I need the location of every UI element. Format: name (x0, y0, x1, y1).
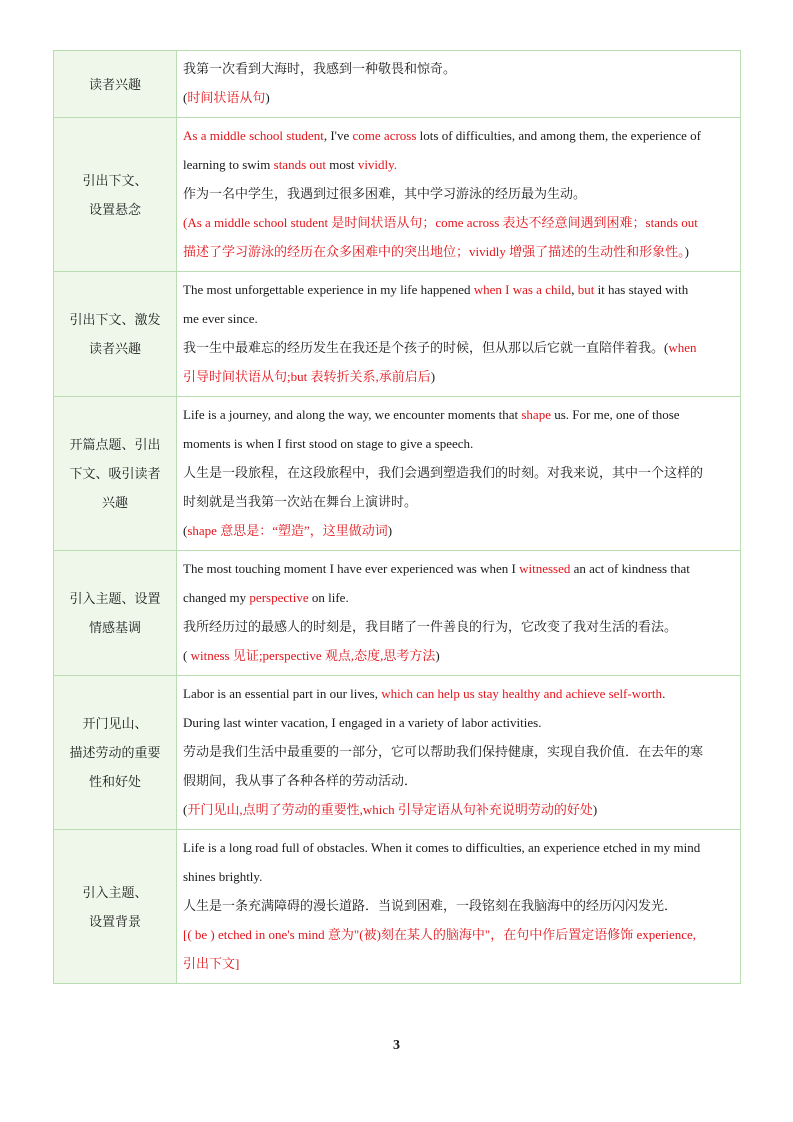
highlighted-text: come across (352, 128, 417, 143)
content-line (183, 83, 734, 112)
row-label-cell (54, 272, 177, 397)
highlighted-text: 引出下文] (183, 956, 240, 971)
row-label-line: 描述劳动的重要 (69, 745, 161, 760)
content-line (183, 400, 734, 429)
body-text: 我一生中最难忘的经历发生在我还是个孩子的时候，但从那以后它就一直陪伴着我。( (183, 340, 669, 355)
row-label-line: 性和好处 (88, 774, 141, 789)
row-label-cell (54, 551, 177, 676)
content-line (183, 679, 734, 708)
body-text: 人生是一段旅程，在这段旅程中，我们会遇到塑造我们的时刻。对我来说，其中一个这样的 (183, 465, 704, 480)
content-line (183, 920, 734, 949)
body-text: ) (265, 90, 270, 105)
row-label-cell (54, 676, 177, 830)
highlighted-text: 引导时间状语从句;but 表转折关系,承前启后 (183, 369, 431, 384)
content-line (183, 237, 734, 266)
page-number: 3 (393, 1038, 400, 1053)
highlighted-text: 时间状语从句 (187, 90, 266, 105)
row-label-cell (54, 118, 177, 272)
table-row (54, 676, 741, 830)
content-line (183, 275, 734, 304)
content-line (183, 949, 734, 978)
table-row (54, 272, 741, 397)
body-text: 我第一次看到大海时，我感到一种敬畏和惊奇。 (183, 61, 457, 76)
highlighted-text: shape (521, 407, 551, 422)
content-line (183, 891, 734, 920)
row-content-cell (177, 51, 741, 118)
body-text: Labor is an essential part in our lives, (183, 686, 382, 701)
content-line (183, 429, 734, 458)
row-label-line: 设置背景 (88, 913, 141, 929)
body-text: 时刻就是当我第一次站在舞台上演讲时。 (183, 494, 418, 509)
body-text: ( (183, 648, 191, 663)
highlighted-text: 开门见山,点明了劳动的重要性,which 引导定语从句补充说明劳动的好处 (187, 802, 593, 817)
body-text: Life is a journey, and along the way, we encounter moments that (183, 407, 522, 422)
body-text: us. For me, one of those (550, 407, 680, 422)
table-row (54, 830, 741, 984)
body-text: on life. (308, 590, 349, 605)
body-text: , (571, 282, 578, 297)
highlighted-text: shape 意思是：“塑造”，这里做动词 (187, 523, 388, 538)
body-text: ) (435, 648, 440, 663)
highlighted-text: vividly. (357, 157, 398, 172)
body-text: shines brightly. (183, 869, 263, 884)
highlighted-text: stands out (273, 157, 327, 172)
body-text: changed my (183, 590, 250, 605)
row-label-line: 开篇点题、引出 (69, 437, 161, 452)
table-row (54, 51, 741, 118)
row-label-line: 情感基调 (88, 620, 141, 635)
body-text: 作为一名中学生，我遇到过很多困难，其中学习游泳的经历最为生动。 (183, 186, 587, 201)
row-content-cell (177, 397, 741, 551)
row-label-line: 引入主题、设置 (69, 591, 161, 606)
content-line (183, 554, 734, 583)
row-content-cell (177, 272, 741, 397)
row-label-line: 读者兴趣 (88, 341, 141, 356)
body-text: most (326, 157, 358, 172)
body-text: me ever since. (183, 311, 258, 326)
row-content-cell (177, 551, 741, 676)
content-line (183, 516, 734, 545)
table-row (54, 118, 741, 272)
content-line (183, 304, 734, 333)
row-label-line: 读者兴趣 (88, 76, 141, 92)
body-text: , I've (323, 128, 353, 143)
highlighted-text: when I was a child (473, 282, 572, 297)
content-line (183, 179, 734, 208)
content-line (183, 333, 734, 362)
body-text: Life is a long road full of obstacles. When it comes to difficulties, an experience etched in my mind (183, 840, 701, 855)
body-text: ) (592, 802, 598, 817)
body-text: ) (684, 244, 689, 259)
body-text: moments is when I first stood on stage to give a speech. (183, 436, 474, 451)
content-line (183, 737, 734, 766)
row-content-cell (177, 676, 741, 830)
row-label-line: 设置悬念 (88, 201, 141, 217)
content-line (183, 54, 734, 83)
highlighted-text: perspective (249, 590, 309, 605)
row-label-line: 下文、吸引读者 (69, 466, 161, 481)
content-line (183, 833, 734, 862)
body-text: During last winter vacation, I engaged in a variety of labor activities. (183, 715, 542, 730)
body-text: The most touching moment I have ever experienced was when I (183, 561, 520, 576)
highlighted-text: witnessed (519, 561, 571, 576)
highlighted-text: As a middle school student (183, 128, 324, 143)
body-text: ) (430, 369, 436, 384)
body-text: it has stayed with (594, 282, 689, 297)
body-text: ( (183, 523, 188, 538)
highlighted-text: but (577, 282, 595, 297)
content-line (183, 612, 734, 641)
content-line (183, 766, 734, 795)
content-line (183, 121, 734, 150)
row-label-cell (54, 51, 177, 118)
highlighted-text: (As a middle school student 是时间状语从句；come across 表达不经意间遇到困难；stands out (183, 215, 698, 230)
table-row (54, 551, 741, 676)
content-line (183, 708, 734, 737)
content-line (183, 795, 734, 824)
row-label-line: 引出下文、 (82, 172, 148, 188)
row-label-cell (54, 830, 177, 984)
phrase-table (53, 50, 741, 984)
body-text: 假期间，我从事了各种各样的劳动活动． (183, 773, 418, 788)
body-text: 劳动是我们生活中最重要的一部分，它可以帮助我们保持健康，实现自我价值．在去年的寒 (183, 744, 704, 759)
body-text: 人生是一条充满障碍的漫长道路．当说到困难，一段铭刻在我脑海中的经历闪闪发光． (183, 898, 678, 913)
row-label-line: 开门见山、 (82, 716, 148, 731)
row-label-line: 引入主题、 (82, 884, 148, 900)
highlighted-text: [( be ) etched in one's mind 意为"(被)刻在某人的脑海中"，在句中作后置定语修饰 experience, (183, 927, 696, 942)
content-line (183, 487, 734, 516)
body-text: ( (183, 90, 188, 105)
body-text: an act of kindness that (570, 561, 690, 576)
content-line (183, 208, 734, 237)
highlighted-text: when (668, 340, 697, 355)
row-label-line: 兴趣 (101, 495, 128, 510)
highlighted-text: witness 见证;perspective 观点,态度,思考方法 (190, 648, 436, 663)
content-line (183, 458, 734, 487)
content-line (183, 583, 734, 612)
body-text: learning to swim (183, 157, 274, 172)
row-label-cell (54, 397, 177, 551)
content-line (183, 150, 734, 179)
row-label-line: 引出下文、激发 (69, 312, 161, 327)
body-text: . (662, 686, 666, 701)
table-row (54, 397, 741, 551)
content-line (183, 641, 734, 670)
row-content-cell (177, 830, 741, 984)
body-text: ) (387, 523, 393, 538)
highlighted-text: which can help us stay healthy and achieve self-worth (381, 686, 663, 701)
content-line (183, 862, 734, 891)
body-text: 我所经历过的最感人的时刻是，我目睹了一件善良的行为，它改变了我对生活的看法。 (183, 619, 678, 634)
body-text: The most unforgettable experience in my life happened (183, 282, 474, 297)
highlighted-text: 描述了学习游泳的经历在众多困难中的突出地位；vividly 增强了描述的生动性和形象性。 (183, 244, 685, 259)
row-content-cell (177, 118, 741, 272)
body-text: lots of difficulties, and among them, the experience of (416, 128, 702, 143)
body-text: ( (183, 802, 188, 817)
content-line (183, 362, 734, 391)
